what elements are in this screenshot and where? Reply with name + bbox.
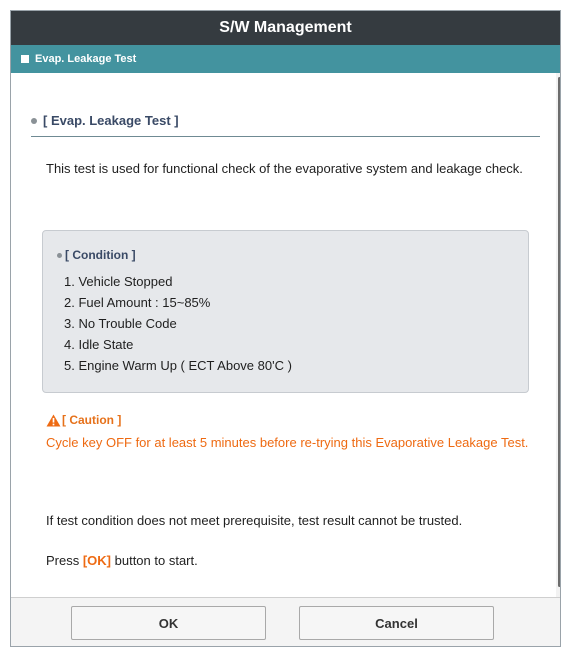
sub-header-bar: [11, 45, 560, 73]
caution-header: [46, 413, 121, 427]
condition-title-label: [ Condition ]: [65, 248, 136, 262]
condition-item: 3. No Trouble Code: [64, 316, 177, 331]
condition-item: 4. Idle State: [64, 337, 134, 352]
bullet-dot-icon: [31, 118, 37, 124]
press-instruction: [46, 553, 198, 568]
title-bar: [11, 11, 560, 45]
condition-item: 5. Engine Warm Up ( ECT Above 80'C ): [64, 358, 292, 373]
button-bar: [11, 597, 561, 647]
window-title: S/W Management: [219, 19, 352, 36]
condition-box: [42, 230, 529, 393]
prerequisite-note: If test condition does not meet prerequisite, test result cannot be trusted.: [46, 513, 463, 528]
press-suffix: button to start.: [111, 553, 198, 568]
ok-highlight: [OK]: [82, 553, 112, 568]
caution-text: Cycle key OFF for at least 5 minutes before re-trying this Evaporative Leakage Test.: [46, 435, 529, 450]
bullet-dot-icon: [57, 253, 62, 258]
sw-management-window: [10, 10, 561, 647]
scrollbar-thumb[interactable]: [558, 77, 561, 587]
content-area[interactable]: [11, 73, 561, 597]
section-title: [ Evap. Leakage Test ]: [43, 113, 179, 128]
ok-button[interactable]: OK: [71, 606, 266, 640]
scrollbar[interactable]: [556, 73, 561, 597]
intro-text: This test is used for functional check of the evaporative system and leakage check.: [46, 161, 523, 176]
press-prefix: Press: [46, 553, 83, 568]
condition-list: [64, 271, 292, 376]
condition-item: 2. Fuel Amount : 15~85%: [64, 295, 211, 310]
sub-header-label: Evap. Leakage Test: [35, 53, 137, 65]
condition-title: [57, 248, 136, 262]
condition-item: 1. Vehicle Stopped: [64, 274, 173, 289]
caution-title: [ Caution ]: [62, 413, 122, 427]
cancel-button[interactable]: Cancel: [299, 606, 494, 640]
warning-triangle-icon: [46, 414, 61, 427]
section-header: [31, 113, 540, 137]
square-bullet-icon: [21, 55, 29, 63]
